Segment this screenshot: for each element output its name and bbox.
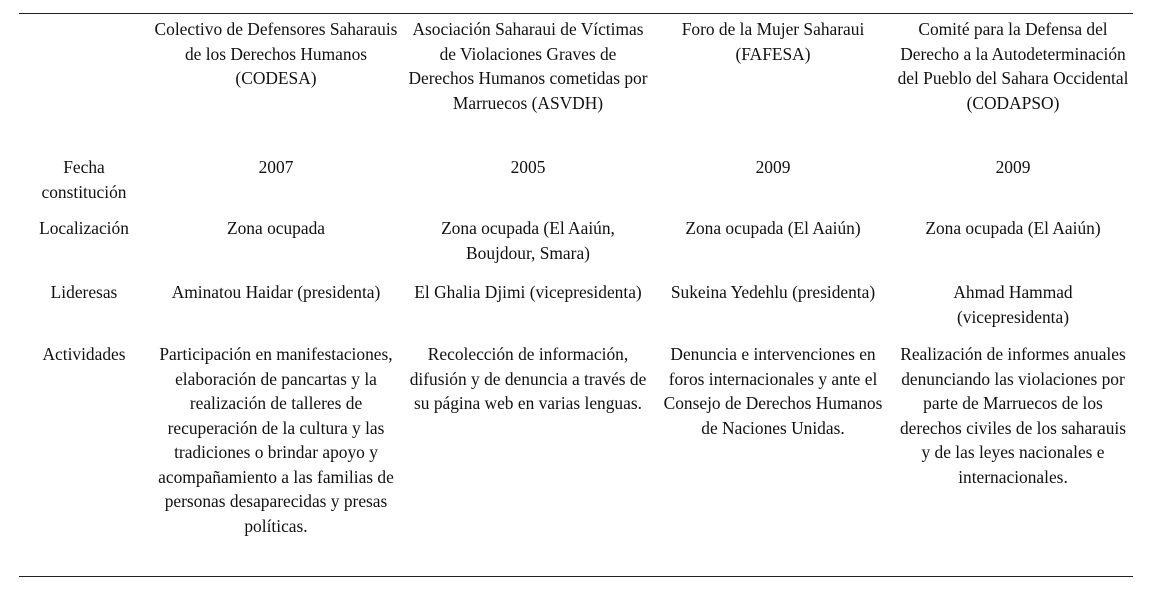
cell-codapso-localizacion: Zona ocupada (El Aaiún) [925,218,1101,238]
row-label-actividades: Actividades [42,344,126,364]
table-row [19,155,1133,204]
cell-codapso-actividades: Realización de informes anuales denunciando las violaciones por parte de Marruecos de los derechos civiles de los saharauis y de las leyes nacionales e internacionales. [899,344,1126,487]
cell-asvdh-lideresas: El Ghalia Djimi (vicepresidenta) [414,282,642,302]
cell-codesa-lideresas: Aminatou Haidar (presidenta) [171,282,381,302]
header-codesa: Colectivo de Defensores Saharauis de los Derechos Humanos (CODESA) [154,19,398,88]
cell-codesa-fecha: 2007 [258,157,294,177]
cell-codapso-lideresas: Ahmad Hammad (vicepresidenta) [953,282,1073,327]
cell-codesa-actividades: Participación en manifestaciones, elaboración de pancartas y la realización de talleres de recuperación de la cultura y las tradiciones o brindar apoyo y acompañamiento a las familias de personas desaparecidas y presas políticas. [158,344,394,536]
table-row [19,342,1133,538]
header-codapso: Comité para la Defensa del Derecho a la Autodeterminación del Pueblo del Sahara Occidental (CODAPSO) [897,19,1129,113]
row-label-localizacion: Localización [39,218,129,238]
cell-asvdh-localizacion: Zona ocupada (El Aaiún, Boujdour, Smara) [441,218,615,263]
cell-codapso-fecha: 2009 [995,157,1031,177]
cell-fafesa-lideresas: Sukeina Yedehlu (presidenta) [670,282,876,302]
table-header-row [19,17,1133,115]
cell-asvdh-actividades: Recolección de información, difusión y de denuncia a través de su página web en varias lenguas. [409,344,647,413]
table-top-rule [19,13,1133,14]
cell-asvdh-fecha: 2005 [510,157,546,177]
header-asvdh: Asociación Saharaui de Víctimas de Violaciones Graves de Derechos Humanos cometidas por Marruecos (ASVDH) [408,19,648,113]
table-row [19,280,1133,329]
table-bottom-rule [19,576,1133,577]
row-label-lideresas: Lideresas [50,282,118,302]
cell-fafesa-actividades: Denuncia e intervenciones en foros internacionales y ante el Consejo de Derechos Humanos de Naciones Unidas. [663,344,883,438]
cell-fafesa-localizacion: Zona ocupada (El Aaiún) [685,218,861,238]
cell-fafesa-fecha: 2009 [755,157,791,177]
table-row [19,216,1133,265]
cell-codesa-localizacion: Zona ocupada [226,218,326,238]
row-label-fecha: Fecha constitución [41,157,127,202]
header-fafesa: Foro de la Mujer Saharaui (FAFESA) [681,19,865,64]
